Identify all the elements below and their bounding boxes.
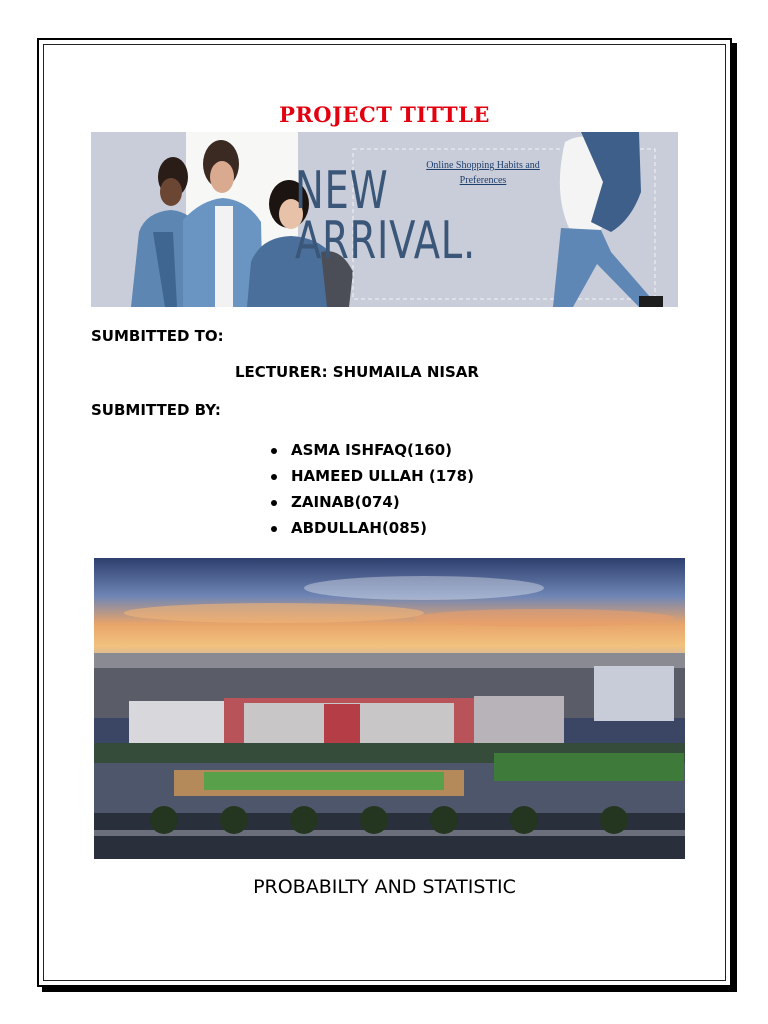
member-list: [271, 438, 474, 542]
banner-caption: Online Shopping Habits and Preferences: [426, 160, 540, 186]
campus-illustration: [94, 558, 685, 859]
member-item: ASMA ISHFAQ(160): [271, 438, 474, 464]
member-item: ZAINAB(074): [271, 490, 474, 516]
fashion-banner-image: [91, 132, 678, 307]
banner-headline: [295, 161, 476, 271]
submitted-by-label: SUBMITTED BY:: [91, 401, 221, 419]
member-item: HAMEED ULLAH (178): [271, 464, 474, 490]
campus-photo: [94, 558, 685, 859]
subject-title: PROBABILTY AND STATISTIC: [253, 876, 516, 898]
submitted-to-label: SUMBITTED TO:: [91, 327, 224, 345]
lecturer-name: LECTURER: SHUMAILA NISAR: [235, 363, 479, 381]
page-border: [37, 38, 732, 987]
project-title: PROJECT TITTLE: [279, 102, 490, 127]
headline-line-1: NEW: [295, 161, 389, 221]
member-item: ABDULLAH(085): [271, 516, 474, 542]
headline-line-2: ARRIVAL.: [295, 211, 476, 271]
